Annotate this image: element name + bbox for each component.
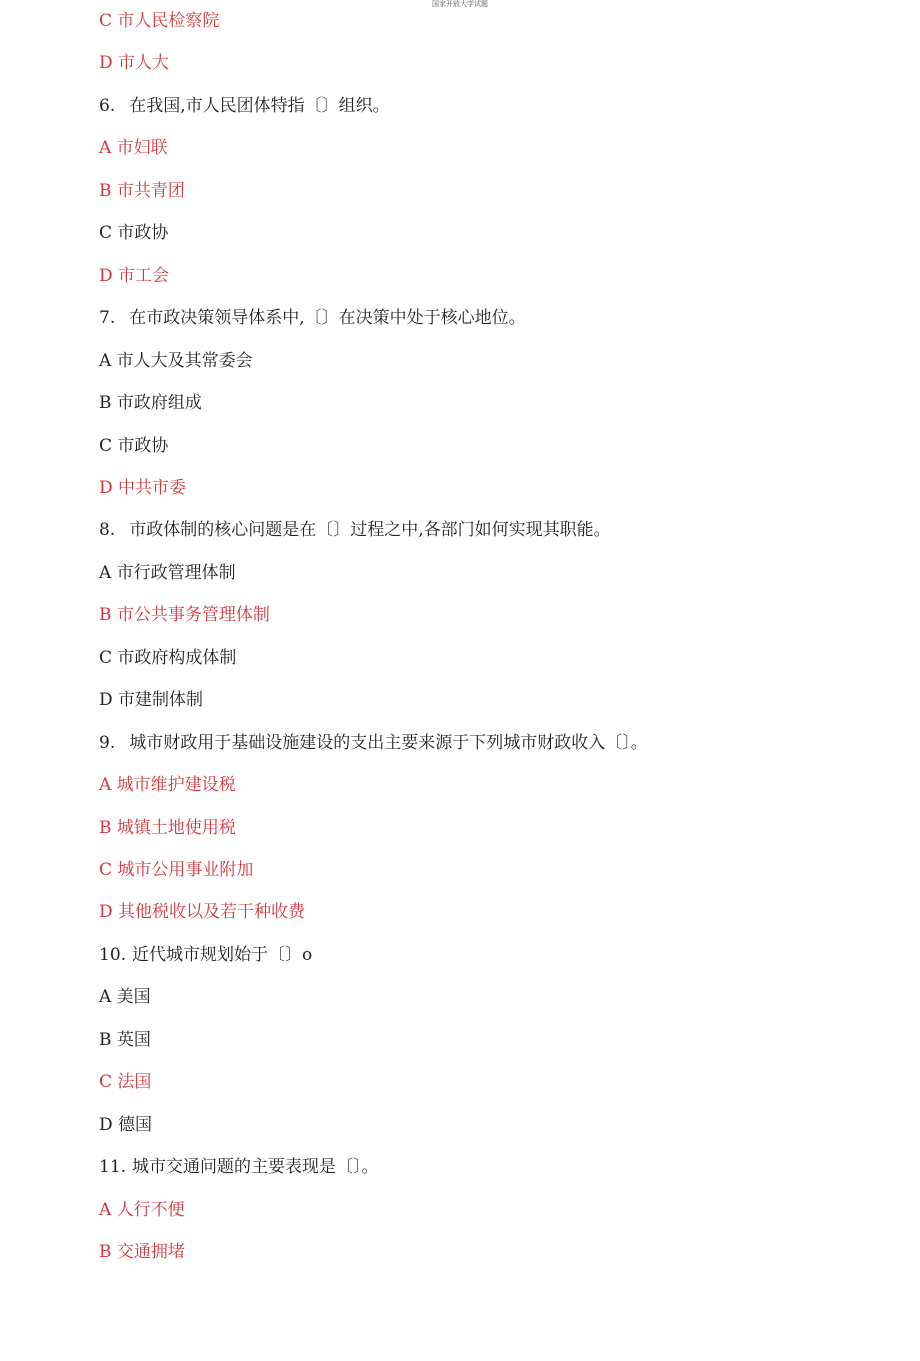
answer-option: A 市行政管理体制	[99, 562, 236, 583]
answer-option-correct: B 市共青团	[99, 180, 185, 201]
question-stem	[99, 1156, 379, 1178]
question-number: 10.	[99, 944, 127, 965]
answer-option-correct: D 中共市委	[99, 477, 187, 498]
question-number: 7.	[99, 308, 116, 329]
question-text: 城市交通问题的主要表现是〔〕。	[132, 1157, 379, 1178]
answer-option: A 市人大及其常委会	[99, 350, 253, 371]
answer-option-correct: A 人行不便	[99, 1199, 185, 1220]
answer-option-correct: D 市人大	[99, 53, 170, 74]
question-number: 6.	[99, 95, 116, 116]
question-stem	[99, 732, 648, 754]
question-number: 11.	[99, 1157, 127, 1178]
answer-option-correct: B 城镇土地使用税	[99, 817, 236, 838]
answer-option: B 英国	[99, 1029, 151, 1050]
answer-option: D 市建制体制	[99, 690, 204, 711]
question-text: 在市政决策领导体系中,〔〕在决策中处于核心地位。	[129, 308, 526, 329]
question-text: 在我国,市人民团体特指〔〕组织。	[129, 95, 390, 116]
answer-option-correct: B 交通拥堵	[99, 1242, 185, 1263]
question-stem	[99, 519, 611, 541]
question-text: 市政体制的核心问题是在〔〕过程之中,各部门如何实现其职能。	[129, 520, 611, 541]
answer-option-correct: A 市妇联	[99, 138, 168, 159]
answer-option-correct: C 市人民检察院	[99, 11, 220, 31]
answer-option-correct: C 城市公用事业附加	[99, 860, 254, 880]
answer-option: D 德国	[99, 1114, 153, 1135]
question-number: 9.	[99, 732, 116, 753]
question-text: 城市财政用于基础设施建设的支出主要来源于下列城市财政收入〔〕。	[129, 732, 648, 753]
answer-option-correct: C 法国	[99, 1072, 152, 1093]
answer-option-correct: B 市公共事务管理体制	[99, 605, 270, 626]
answer-option-correct: D 其他税收以及若干种收费	[99, 902, 306, 923]
answer-option-correct: D 市工会	[99, 265, 170, 286]
answer-option: C 市政府构成体制	[99, 647, 237, 668]
answer-option: C 市政协	[99, 223, 169, 244]
question-stem	[99, 307, 526, 329]
answer-option: A 美国	[99, 987, 151, 1008]
answer-option: B 市政府组成	[99, 393, 202, 414]
question-number: 8.	[99, 520, 116, 541]
page-header: 国家开放大学试题	[432, 0, 488, 8]
question-text: 近代城市规划始于〔〕o	[132, 944, 313, 965]
question-stem	[99, 95, 390, 117]
answer-option-correct: A 城市维护建设税	[99, 775, 236, 796]
answer-option: C 市政协	[99, 435, 169, 456]
question-stem	[99, 944, 312, 966]
